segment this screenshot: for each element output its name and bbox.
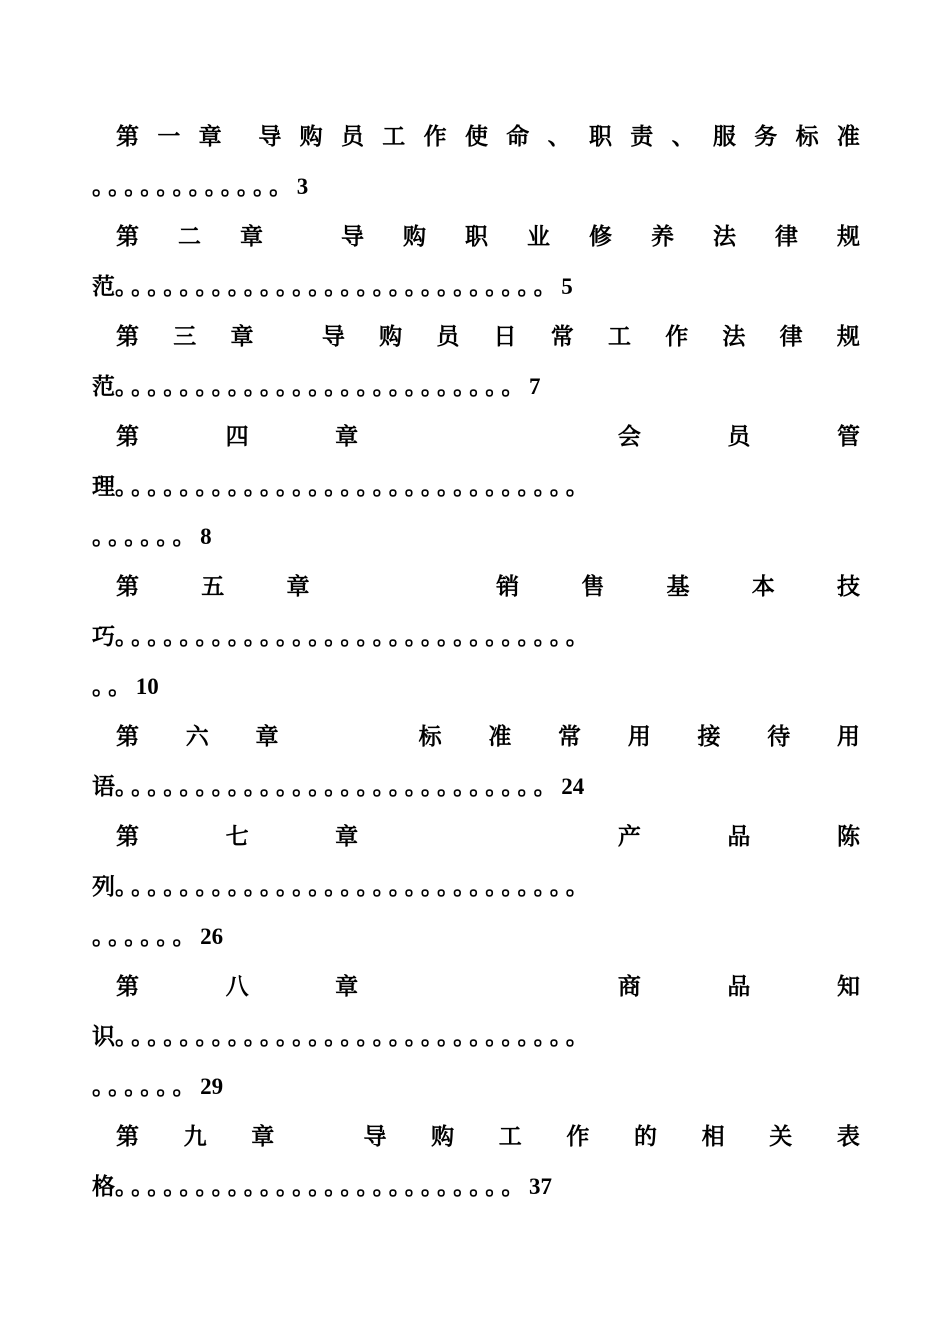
title-char: 规 <box>837 223 860 250</box>
dot-leader: 。。。。。。。。。。。。。。。。。。。。。。。。。。。。。 <box>115 473 594 500</box>
title-char: 养 <box>651 223 674 250</box>
title-char: 用 <box>627 723 651 750</box>
title-char: 务 <box>754 123 778 150</box>
title-char: 导 <box>341 223 364 250</box>
title-last-char: 格 <box>92 1173 115 1200</box>
title-char: 修 <box>589 223 612 250</box>
title-char: 第 <box>116 423 139 450</box>
title-char: 八 <box>225 973 249 1000</box>
toc-entry-leader-line <box>92 262 860 312</box>
title-char: 章 <box>255 723 279 750</box>
toc-entry <box>92 562 860 712</box>
title-char: 产 <box>617 823 641 850</box>
title-char: 律 <box>779 323 803 350</box>
page-number: 37 <box>529 1174 552 1199</box>
title-char: 日 <box>493 323 517 350</box>
title-char: 第 <box>116 973 139 1000</box>
title-char: 第 <box>116 823 139 850</box>
title-char: 陈 <box>836 823 860 850</box>
title-char: 章 <box>240 223 263 250</box>
title-last-char: 范 <box>92 273 115 300</box>
title-char: 常 <box>558 723 582 750</box>
toc-entry-leader-line <box>92 662 860 712</box>
dot-leader: 。。。。。。。。。。。。。。。。。。。。。。。。。 <box>115 1173 529 1200</box>
title-last-char: 语 <box>92 773 115 800</box>
page-number: 8 <box>200 524 212 549</box>
toc-entry-title <box>92 562 860 612</box>
title-char: 使 <box>464 123 488 150</box>
toc-entry <box>92 312 860 412</box>
dot-leader: 。。。。。。。。。。。。。。。。。。。。。。。。。。。 <box>115 773 562 800</box>
title-char: 相 <box>701 1123 725 1150</box>
title-char: 第 <box>116 123 139 150</box>
title-char: 准 <box>836 123 860 150</box>
title-char: 章 <box>251 1123 275 1150</box>
dot-leader: 。。。。。。。。。。。。。。。。。。。。。。。。。。。 <box>115 273 562 300</box>
title-char: 第 <box>116 573 139 600</box>
title-char: 购 <box>299 123 323 150</box>
title-last-char: 理 <box>92 473 115 500</box>
title-char: 一 <box>157 123 181 150</box>
title-char: 章 <box>335 973 359 1000</box>
title-char: 职 <box>465 223 488 250</box>
title-char: 品 <box>727 973 751 1000</box>
title-char: 服 <box>712 123 736 150</box>
toc-entry-leader-line <box>92 762 860 812</box>
title-char: 标 <box>795 123 819 150</box>
page-number: 10 <box>135 674 159 699</box>
title-char: 作 <box>566 1123 590 1150</box>
title-char: 准 <box>488 723 512 750</box>
title-char: 表 <box>836 1123 860 1150</box>
title-char: 基 <box>666 573 690 600</box>
title-char: 售 <box>581 573 605 600</box>
dot-leader: 。。。。。。。。。。。。。。。。。。。。。。。。。。。。。 <box>115 1023 594 1050</box>
title-char: 购 <box>403 223 426 250</box>
title-char: 接 <box>697 723 721 750</box>
title-char: 购 <box>431 1123 455 1150</box>
title-char: 待 <box>767 723 791 750</box>
toc-entry <box>92 812 860 962</box>
title-char: 工 <box>498 1123 522 1150</box>
page-number: 7 <box>529 374 541 399</box>
title-char: 四 <box>225 423 249 450</box>
dot-leader: 。。。。。。 <box>92 523 201 550</box>
page-number: 3 <box>296 174 309 199</box>
title-last-char: 识 <box>92 1023 115 1050</box>
title-char: 会 <box>617 423 641 450</box>
toc-entry-leader-line <box>92 912 860 962</box>
page-number: 24 <box>561 774 585 799</box>
title-char: 章 <box>335 823 359 850</box>
title-char: 导 <box>363 1123 387 1150</box>
title-char: 职 <box>588 123 612 150</box>
title-char: 管 <box>836 423 860 450</box>
title-char: 规 <box>836 323 860 350</box>
page-number: 29 <box>200 1074 224 1099</box>
title-char: 工 <box>382 123 406 150</box>
title-char: 知 <box>836 973 860 1000</box>
toc-entry-leader-line <box>92 612 860 662</box>
title-char: 、 <box>671 123 695 150</box>
title-char: 第 <box>116 723 139 750</box>
title-char: 律 <box>775 223 798 250</box>
title-char: 技 <box>836 573 860 600</box>
toc-entry-title <box>92 1112 860 1162</box>
title-char: 作 <box>665 323 689 350</box>
title-char: 品 <box>727 823 751 850</box>
title-char: 作 <box>423 123 447 150</box>
title-char: 章 <box>230 323 254 350</box>
dot-leader: 。。。。。。。。。。。。。。。。。。。。。。。。。。。。。 <box>115 623 594 650</box>
title-char: 商 <box>617 973 641 1000</box>
title-char: 常 <box>550 323 574 350</box>
toc-entry <box>92 212 860 312</box>
title-char: 六 <box>185 723 209 750</box>
toc-entry-leader-line <box>92 162 860 212</box>
title-char: 业 <box>527 223 550 250</box>
toc-entry-title <box>92 962 860 1012</box>
page-number: 26 <box>200 924 224 949</box>
title-char: 工 <box>607 323 631 350</box>
title-char: 法 <box>722 323 746 350</box>
title-char: 、 <box>547 123 571 150</box>
title-char: 标 <box>418 723 442 750</box>
dot-leader: 。。 <box>92 673 136 700</box>
page-number: 5 <box>561 274 573 299</box>
title-char: 用 <box>836 723 860 750</box>
toc-entry-title <box>92 212 860 262</box>
table-of-contents <box>92 112 860 1212</box>
title-char: 章 <box>335 423 359 450</box>
toc-entry-leader-line <box>92 362 860 412</box>
title-char: 章 <box>286 573 310 600</box>
title-char: 导 <box>321 323 345 350</box>
title-last-char: 巧 <box>92 623 115 650</box>
toc-entry <box>92 412 860 562</box>
title-char: 员 <box>340 123 364 150</box>
toc-entry-title <box>92 712 860 762</box>
toc-entry-title <box>92 412 860 462</box>
toc-entry-title <box>92 112 860 162</box>
title-char: 购 <box>379 323 403 350</box>
title-last-char: 范 <box>92 373 115 400</box>
title-char: 法 <box>713 223 736 250</box>
title-char: 销 <box>496 573 520 600</box>
toc-entry-title <box>92 312 860 362</box>
title-char: 五 <box>201 573 225 600</box>
toc-entry-leader-line <box>92 1162 860 1212</box>
toc-entry <box>92 712 860 812</box>
title-char: 关 <box>769 1123 793 1150</box>
toc-entry-leader-line <box>92 1012 860 1062</box>
title-char: 责 <box>630 123 654 150</box>
title-char: 第 <box>116 323 139 350</box>
toc-entry-leader-line <box>92 862 860 912</box>
toc-entry <box>92 962 860 1112</box>
title-char: 本 <box>751 573 775 600</box>
toc-entry-leader-line <box>92 512 860 562</box>
title-last-char: 列 <box>92 873 115 900</box>
title-char: 员 <box>727 423 751 450</box>
toc-entry <box>92 1112 860 1212</box>
dot-leader: 。。。。。。。。。。。。。。。。。。。。。。。。。 <box>115 373 529 400</box>
toc-entry-title <box>92 812 860 862</box>
title-char: 命 <box>506 123 530 150</box>
title-char: 第 <box>116 1123 139 1150</box>
dot-leader: 。。。。。。。。。。。。。。。。。。。。。。。。。。。。。 <box>115 873 594 900</box>
title-char: 二 <box>178 223 201 250</box>
title-char: 七 <box>225 823 249 850</box>
dot-leader: 。。。。。。 <box>92 1073 201 1100</box>
title-char: 三 <box>173 323 197 350</box>
toc-entry-leader-line <box>92 462 860 512</box>
title-char: 导 <box>258 123 282 150</box>
title-char: 的 <box>634 1123 657 1150</box>
title-char: 九 <box>183 1123 207 1150</box>
dot-leader: 。。。。。。。。。。。。 <box>92 173 297 200</box>
title-char: 第 <box>116 223 139 250</box>
title-char: 员 <box>436 323 460 350</box>
dot-leader: 。。。。。。 <box>92 923 201 950</box>
toc-entry-leader-line <box>92 1062 860 1112</box>
title-char: 章 <box>198 123 222 150</box>
toc-entry <box>92 112 860 212</box>
